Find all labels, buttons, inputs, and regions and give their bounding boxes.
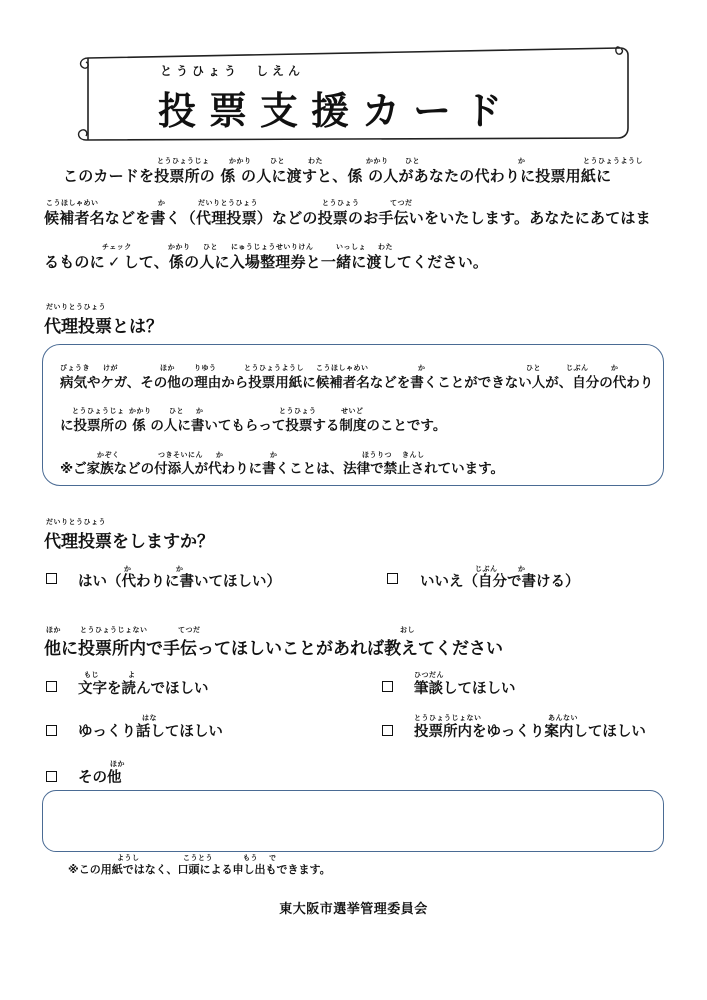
ruby: とうひょう [279,407,317,415]
ruby: はな [142,714,157,722]
ruby: けが [103,364,118,372]
checkbox-written-conversation[interactable] [382,681,393,692]
ruby: じぶん [566,364,589,372]
ruby: とうひょうじょ [157,157,210,165]
ruby: ほうりつ [362,451,392,459]
ruby: か [418,364,426,372]
ruby: こうとう [183,854,213,862]
checkbox-guide-slowly[interactable] [382,725,393,736]
issuer-name: 東大阪市選挙管理委員会 [279,902,428,917]
ruby: かかり [168,243,191,251]
ruby: か [176,565,184,573]
ruby: か [196,407,204,415]
intro-line-1: このカードを投票所の 係 の人に渡すと、係 の人があなたの代わりに投票用紙に [63,167,612,185]
section-heading-request-proxy: 代理投票をしますか？ [44,532,214,552]
ruby: わた [308,157,323,165]
ruby: きんし [402,451,425,459]
option-written-conversation-label: 筆談してほしい [414,681,516,697]
section-heading-other-assistance: 他に投票所内で手伝ってほしいことがあれば教えてください [44,639,503,659]
ruby: かかり [366,157,389,165]
explanation-line-2: に投票所の 係 の人に書いてもらって投票する制度のことです。 [60,418,447,434]
ruby: とうひょうようし [583,157,643,165]
explanation-line-3: ※ご家族などの付添人が代わりに書くことは、法律で禁止されています。 [60,461,505,477]
ruby: ひと [203,243,218,251]
footer-note: ※この用紙ではなく、口頭による申し出もできます。 [68,863,331,876]
check-mark-icon: ✓ [107,253,121,271]
option-guide-slowly-label: 投票所内をゆっくり案内してほしい [414,724,646,740]
checkbox-yes[interactable] [46,573,57,584]
ruby: ひと [270,157,285,165]
ruby: にゅうじょうせいりけん [231,243,314,251]
intro-line-3 [44,251,488,272]
ruby: あんない [548,714,578,722]
checkbox-read-text[interactable] [46,681,57,692]
ruby: とうひょうじょない [80,626,148,634]
ruby: よ [128,671,136,679]
ruby: てつだ [390,199,413,207]
option-read-text-label: 文字を読んでほしい [78,681,209,697]
ruby: せいど [341,407,364,415]
ruby: とうひょう [322,199,360,207]
ruby: だいりとうひょう [198,199,258,207]
ruby: か [518,565,526,573]
ruby: じぶん [475,565,498,573]
ruby: おし [400,626,415,634]
ruby: ひと [405,157,420,165]
intro-line-3-pre: るものに [44,253,105,271]
checkbox-other[interactable] [46,771,57,782]
option-yes-label: はい（代わりに書いてほしい） [78,574,281,590]
ruby: か [611,364,619,372]
checkbox-speak-slowly[interactable] [46,725,57,736]
ruby: つきそいにん [158,451,203,459]
ruby: かかり [229,157,252,165]
ruby: かかり [129,407,152,415]
option-other-label: その他 [78,770,122,786]
ruby: わた [378,243,393,251]
ruby: とうひょうじょない [414,714,482,722]
section-heading-proxy-voting: 代理投票とは？ [44,317,163,337]
ruby: もう [243,854,258,862]
ruby: か [216,451,224,459]
ruby: ひつだん [414,671,444,679]
ruby: いっしょ [336,243,366,251]
ruby: か [518,157,526,165]
ruby: か [158,199,166,207]
option-no-label: いいえ（自分で書ける） [420,574,580,590]
intro-line-3-post: して、係の人に入場整理券と一緒に渡してください。 [123,253,489,271]
ruby: とうひょうじょ [72,407,125,415]
intro-line-2: 候補者名などを書く（代理投票）などの投票のお手伝いをいたします。あなたにあてはま [44,209,651,227]
heading-ruby: だいりとうひょう [46,518,106,526]
ruby: とうひょうようし [244,364,304,372]
other-details-input[interactable] [42,790,664,852]
explanation-line-1: 病気やケガ、その他の理由から投票用紙に候補者名などを書くことができない人が、自分の代わり [60,375,654,391]
ruby: ほか [110,760,125,768]
ruby: こうほしゃめい [316,364,369,372]
ruby: りゆう [194,364,217,372]
ruby: ほか [46,626,61,634]
ruby: こうほしゃめい [46,199,99,207]
heading-ruby: だいりとうひょう [46,303,106,311]
ruby: ほか [160,364,175,372]
ruby: か [270,451,278,459]
ruby: で [269,854,277,862]
title-ruby: とうひょう しえん [160,64,305,78]
option-speak-slowly-label: ゆっくり話してほしい [78,724,223,740]
ruby: びょうき [60,364,90,372]
ruby: ひと [526,364,541,372]
ruby: ひと [169,407,184,415]
ruby: てつだ [178,626,201,634]
page-title: 投票支援カード [158,89,516,133]
ruby: か [124,565,132,573]
ruby: チェック [102,243,132,251]
checkbox-no[interactable] [387,573,398,584]
ruby: もじ [84,671,99,679]
ruby: ようし [117,854,140,862]
ruby: かぞく [97,451,120,459]
